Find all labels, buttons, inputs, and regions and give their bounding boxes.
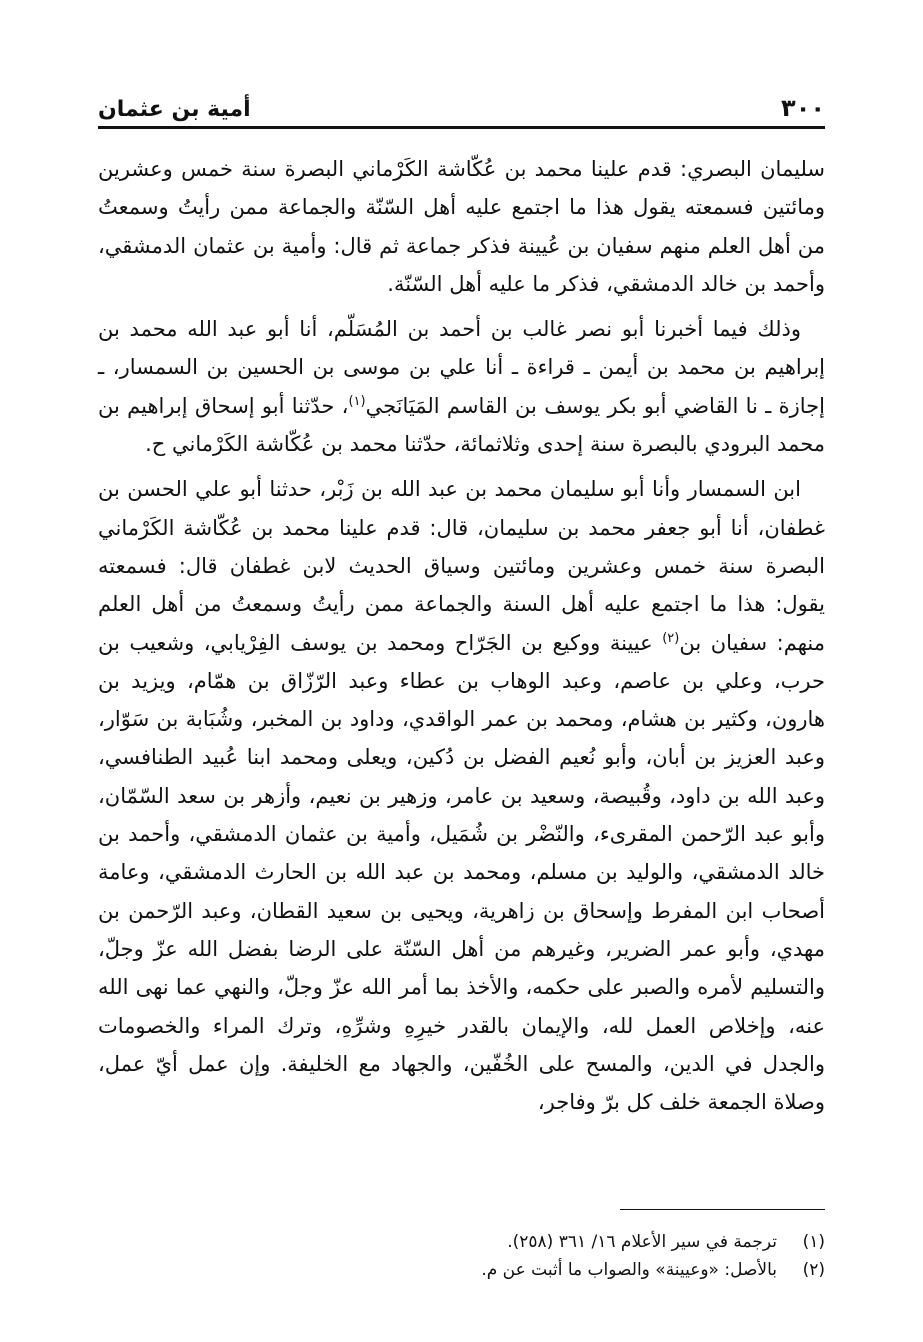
footnote-1-text: ترجمة في سير الأعلام ١٦/ ٣٦١ (٢٥٨). xyxy=(507,1232,777,1252)
footnote-2-number: (٢) xyxy=(802,1260,825,1280)
footnote-divider xyxy=(620,1209,825,1210)
footnote-2-text: بالأصل: «وعيينة» والصواب ما أثبت عن م. xyxy=(481,1260,777,1280)
paragraph-3-text-b: عيينة ووكيع بن الجَرّاح ومحمد بن يوسف الفِرْيابي، وشعيب بن حرب، وعلي بن عاصم، وعبد الوهاب بن عطاء وعبد الرّزّاق بن همّام، ويزيد بن هارون، وكثير بن هشام، ومحمد بن عمر الواقدي، وداود بن المخبر، وشُبَابة بن سَوّار، وعبد العزيز بن أبان، وأبو نُعيم الفضل بن دُكين، ويعلى ومحمد ابنا عُبيد الطنافسي، وعبد الله بن داود، وقُبيصة، وسعيد بن عامر، وزهير بن نعيم، وأزهر بن سعد السّمّان، وأبو عبد الرّحمن المقرىء، والنّضْر بن شُمَيل، وأمية بن عثمان الدمشقي، وأحمد بن خالد الدمشقي، والوليد بن مسلم، ومحمد بن عبد الله بن الحارث الدمشقي، وعامة أصحاب ابن المفرط وإسحاق بن زاهرية، ويحيى بن سعيد القطان، وعبد الرّحمن بن مهدي، وأبو عمر الضرير، وغيرهم من أهل السّنّة على الرضا بفضل الله عزّ وجلّ، والتسليم لأمره والصبر على حكمه، والأخذ بما أمر الله عزّ وجلّ، والنهي عما نهى الله عنه، وإخلاص العمل لله، والإيمان بالقدر خيرِهِ وشرِّهِ، وترك المراء والخصومات والجدل في الدين، والمسح على الخُفّين، والجهاد مع الخليفة. وإن عمل أيّ عمل، وصلاة الجمعة خلف كل برّ وفاجر، xyxy=(98,630,825,1115)
running-head: أمية بن عثمان xyxy=(98,97,251,122)
footnote-ref-1: (١) xyxy=(348,393,366,409)
page-header xyxy=(98,82,825,129)
footnotes xyxy=(98,1228,825,1284)
paragraph-2-text-a: وذلك فيما أخبرنا أبو نصر غالب بن أحمد بن المُسَلّم، أنا أبو عبد الله محمد بن إبراهيم بن محمد بن أيمن ـ قراءة ـ أنا علي بن موسى بن الحسين بن السمسار، ـ إجازة ـ نا القاضي أبو بكر يوسف بن القاسم المَيَانَجي xyxy=(98,317,825,418)
footnote-1-number: (١) xyxy=(802,1232,825,1252)
paragraph-1 xyxy=(98,150,825,303)
footnote-ref-2: (٢) xyxy=(662,630,680,646)
paragraph-3 xyxy=(98,470,825,1121)
paragraph-3-text-a: ابن السمسار وأنا أبو سليمان محمد بن عبد الله بن زَبْر، حدثنا أبو علي الحسن بن غطفان، أنا أبو جعفر محمد بن سليمان، قال: قدم علينا محمد بن عُكّاشة الكَرْماني البصرة سنة خمس وعشرين ومائتين وسياق الحديث لابن غطفان قال: فسمعته يقول: هذا ما اجتمع عليه أهل السنة والجماعة ممن رأيتُ وسمعتُ من أهل العلم منهم: سفيان بن xyxy=(98,477,825,655)
paragraph-1-text: سليمان البصري: قدم علينا محمد بن عُكّاشة الكَرْماني البصرة سنة خمس وعشرين ومائتين فسمعته يقول هذا ما اجتمع عليه أهل السّنّة والجماعة ممن رأيتُ وسمعتُ من أهل العلم منهم سفيان بن عُيينة فذكر جماعة ثم قال: وأمية بن عثمان الدمشقي، وأحمد بن خالد الدمشقي، فذكر ما عليه أهل السّنّة. xyxy=(98,157,825,296)
page-number: ٣٠٠ xyxy=(781,94,825,122)
paragraph-2 xyxy=(98,310,825,463)
main-text xyxy=(98,150,825,1128)
paragraph-2-text-b: ، حدّثنا أبو إسحاق إبراهيم بن محمد البرودي بالبصرة سنة إحدى وثلاثمائة، حدّثنا محمد بن عُكّاشة الكَرْماني ح. xyxy=(98,393,825,457)
footnote-2 xyxy=(98,1256,825,1284)
footnote-1 xyxy=(98,1228,825,1256)
